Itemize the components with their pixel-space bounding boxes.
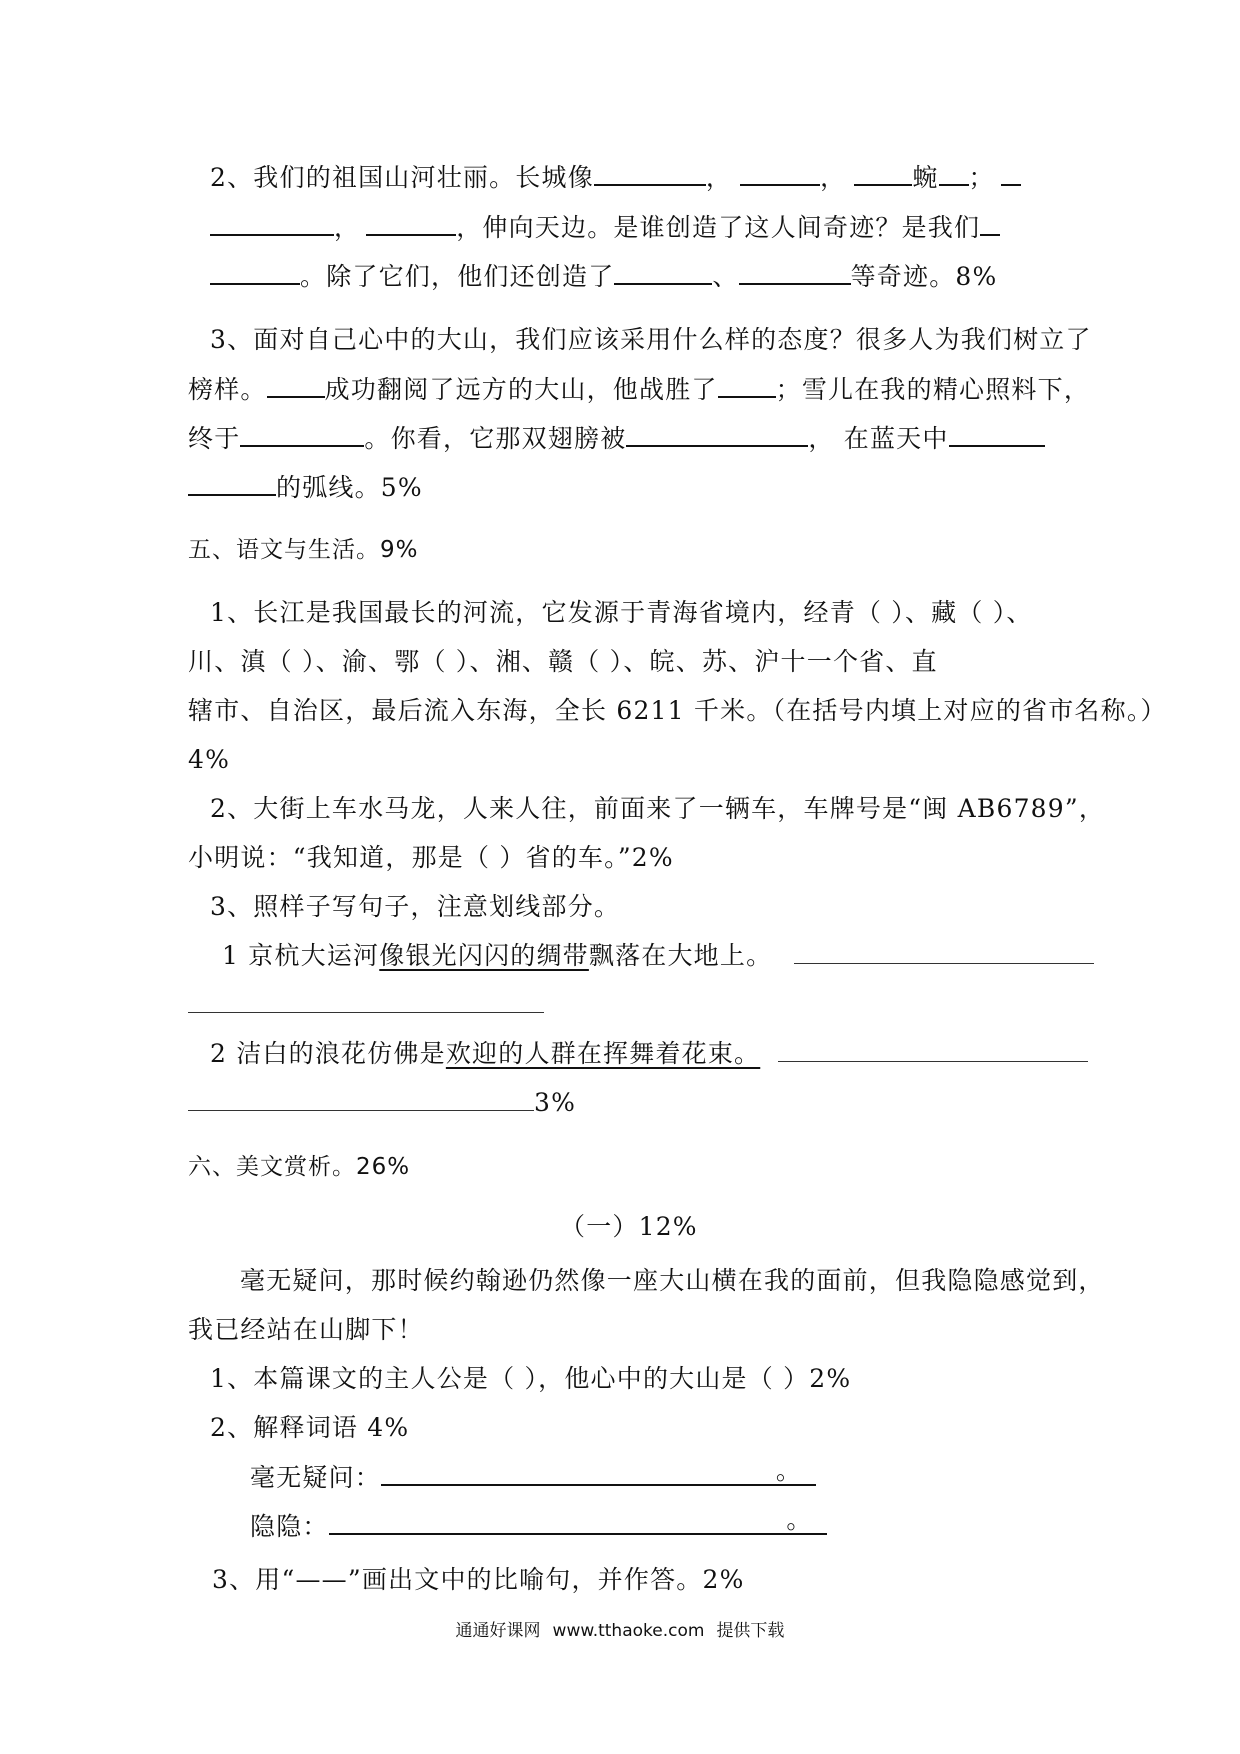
answer-line[interactable]: 。 bbox=[381, 1460, 816, 1486]
footer-suffix: 提供下载 bbox=[716, 1621, 785, 1641]
s5-q3-sentence-1: 1 京杭大运河像银光闪闪的绸带飘落在大地上。 bbox=[222, 939, 1094, 973]
s5-q2-line-1: 2、大街上车水马龙，人来人往，前面来了一辆车，车牌号是“闽 AB6789”， bbox=[210, 794, 1106, 823]
footer-site-name: 通通好课网 bbox=[455, 1621, 541, 1641]
footer bbox=[0, 1616, 1240, 1641]
s6-q3: 3、用“——”画出文中的比喻句，并作答。2% bbox=[212, 1565, 745, 1594]
q4-2-line-1: 2、我们的祖国山河壮丽。长城像 ， ， 蜿 ； bbox=[210, 160, 1021, 195]
s5-q3-line-1: 3、照样子写句子，注意划线部分。 bbox=[210, 892, 621, 921]
answer-line[interactable] bbox=[794, 939, 1094, 964]
answer-blank[interactable] bbox=[718, 372, 776, 398]
answer-line[interactable] bbox=[188, 988, 544, 1013]
s6-q1: 1、本篇课文的主人公是（ ），他心中的大山是（ ）2% bbox=[210, 1364, 852, 1393]
answer-blank[interactable] bbox=[210, 210, 334, 236]
footer-url[interactable]: www.tthaoke.com bbox=[552, 1621, 705, 1641]
s5-q3-answer-line-2: 3% bbox=[188, 1086, 576, 1120]
q4-2-line-2: ， ，伸向天边。是谁创造了这人间奇迹？是我们 bbox=[210, 210, 1000, 245]
answer-blank[interactable] bbox=[939, 160, 969, 186]
answer-blank[interactable] bbox=[949, 421, 1045, 447]
s5-q1-line-3: 辖市、自治区，最后流入东海，全长 6211 千米。（在括号内填上对应的省市名称。） bbox=[188, 696, 1167, 725]
s5-q1-line-4: 4% bbox=[188, 745, 231, 774]
answer-blank[interactable] bbox=[614, 259, 712, 285]
answer-line[interactable] bbox=[778, 1037, 1088, 1062]
answer-blank[interactable] bbox=[188, 470, 276, 496]
q4-3-line-4: 的弧线。5% bbox=[188, 470, 423, 505]
section-5-title: 五、语文与生活。9% bbox=[188, 537, 419, 563]
answer-line[interactable] bbox=[188, 1086, 534, 1111]
q4-3-line-3: 终于 。你看，它那双翅膀被 ， 在蓝天中 bbox=[188, 421, 1045, 456]
answer-blank[interactable] bbox=[366, 210, 456, 236]
s6-q2: 2、解释词语 4% bbox=[210, 1413, 410, 1442]
answer-blank[interactable] bbox=[240, 421, 364, 447]
answer-blank[interactable] bbox=[1001, 160, 1021, 186]
q4-2-line-3: 。除了它们，他们还创造了 、 等奇迹。8% bbox=[210, 259, 997, 294]
answer-blank[interactable] bbox=[980, 210, 1000, 236]
s6-q2-word-2: 隐隐： 。 bbox=[250, 1509, 827, 1544]
answer-blank[interactable] bbox=[626, 421, 808, 447]
s6-q2-word-1: 毫无疑问： 。 bbox=[250, 1460, 816, 1495]
answer-line[interactable]: 。 bbox=[329, 1509, 827, 1535]
s6-passage-line-1: 毫无疑问，那时候约翰逊仍然像一座大山横在我的面前，但我隐隐感觉到， bbox=[240, 1266, 1105, 1295]
q4-3-line-1: 3、面对自己心中的大山，我们应该采用什么样的态度？很多人为我们树立了 bbox=[210, 325, 1092, 354]
answer-blank[interactable] bbox=[210, 259, 300, 285]
answer-blank[interactable] bbox=[594, 160, 706, 186]
q4-3-line-2: 榜样。 成功翻阅了远方的大山，他战胜了 ；雪儿在我的精心照料下， bbox=[188, 372, 1090, 407]
s5-q1-line-1: 1、长江是我国最长的河流，它发源于青海省境内，经青（ ）、藏（ ）、 bbox=[210, 598, 1033, 627]
answer-blank[interactable] bbox=[854, 160, 912, 186]
s6-subtitle: （一）12% bbox=[560, 1212, 698, 1241]
s6-passage-line-2: 我已经站在山脚下！ bbox=[188, 1315, 424, 1344]
answer-blank[interactable] bbox=[739, 259, 851, 285]
answer-blank[interactable] bbox=[267, 372, 325, 398]
s5-q2-line-2: 小明说：“我知道，那是（ ）省的车。”2% bbox=[188, 843, 674, 872]
section-6-title: 六、美文赏析。26% bbox=[188, 1154, 411, 1180]
s5-q3-sentence-2: 2 洁白的浪花仿佛是欢迎的人群在挥舞着花束。 bbox=[210, 1037, 1088, 1071]
answer-blank[interactable] bbox=[740, 160, 820, 186]
s5-q3-answer-line-1 bbox=[188, 988, 544, 1022]
s5-q1-line-2: 川、滇（ ）、渝、鄂（ ）、湘、赣（ ）、皖、苏、沪十一个省、直 bbox=[188, 647, 938, 676]
